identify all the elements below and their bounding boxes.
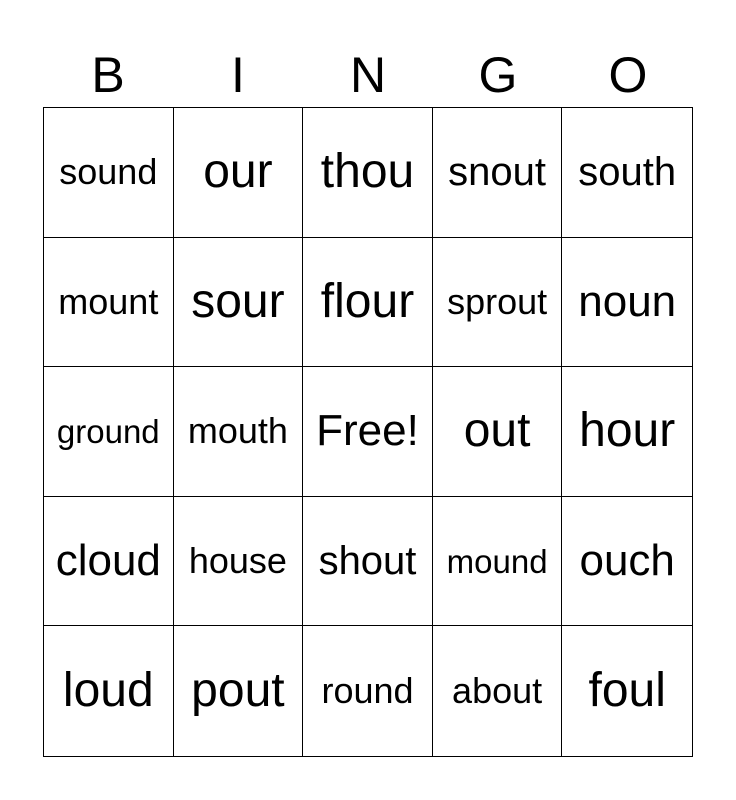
- bingo-cell: pout: [174, 626, 304, 756]
- bingo-cell: loud: [44, 626, 174, 756]
- bingo-cell: mouth: [174, 367, 304, 497]
- bingo-cell: house: [174, 497, 304, 627]
- bingo-board: [43, 107, 693, 757]
- bingo-cell: our: [174, 108, 304, 238]
- bingo-header: [43, 44, 693, 106]
- bingo-cell: sound: [44, 108, 174, 238]
- header-letter-b: B: [91, 47, 125, 103]
- bingo-cell: snout: [433, 108, 563, 238]
- bingo-cell: mound: [433, 497, 563, 627]
- bingo-cell: mount: [44, 238, 174, 368]
- bingo-cell: noun: [562, 238, 692, 368]
- header-letter-o: O: [608, 47, 648, 103]
- header-letter-g: G: [478, 47, 518, 103]
- bingo-cell: ouch: [562, 497, 692, 627]
- bingo-cell: ground: [44, 367, 174, 497]
- bingo-cell: shout: [303, 497, 433, 627]
- bingo-cell: sour: [174, 238, 304, 368]
- free-space-cell: Free!: [303, 367, 433, 497]
- bingo-cell: thou: [303, 108, 433, 238]
- bingo-cell: sprout: [433, 238, 563, 368]
- bingo-cell: out: [433, 367, 563, 497]
- bingo-cell: round: [303, 626, 433, 756]
- bingo-cell: south: [562, 108, 692, 238]
- bingo-cell: flour: [303, 238, 433, 368]
- bingo-cell: foul: [588, 664, 666, 718]
- bingo-cell: cloud: [44, 497, 174, 627]
- bingo-cell: about: [433, 626, 563, 756]
- header-letter-n: N: [349, 47, 387, 103]
- bingo-cell: hour: [562, 367, 692, 497]
- header-letter-i: I: [231, 47, 245, 103]
